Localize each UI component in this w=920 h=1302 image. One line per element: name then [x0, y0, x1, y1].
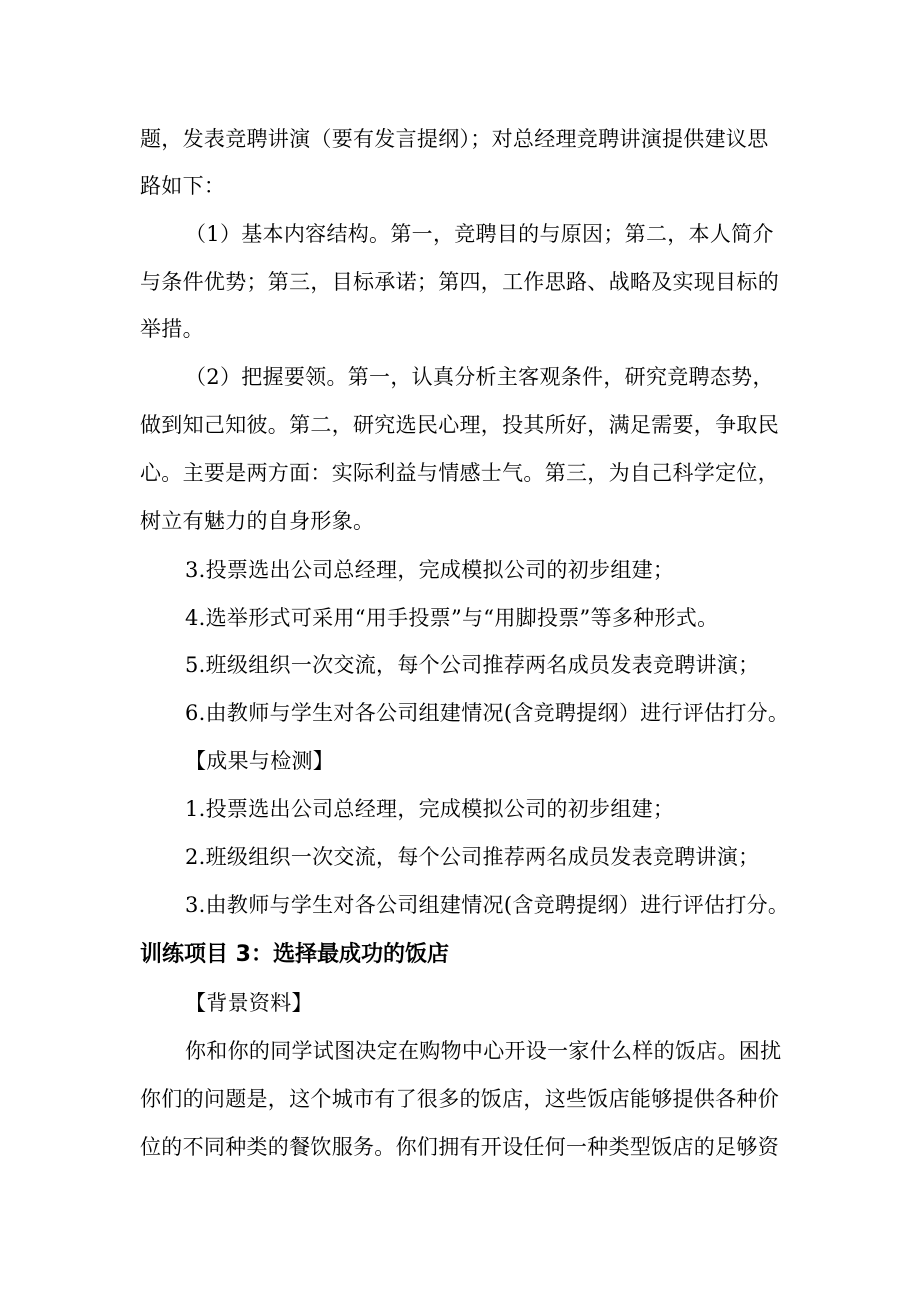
paragraph-line: （2）把握要领。第一，认真分析主客观条件，研究竞聘态势， [185, 365, 774, 389]
list-item: 6.由教师与学生对各公司组建情况(含竞聘提纲）进行评估打分。 [185, 701, 790, 725]
section-label: 【背景资料】 [185, 991, 313, 1015]
paragraph-line: 心。主要是两方面：实际利益与情感士气。第三，为自己科学定位， [140, 461, 779, 485]
list-item: 5.班级组织一次交流，每个公司推荐两名成员发表竞聘讲演； [185, 653, 760, 677]
paragraph-line: 位的不同种类的餐饮服务。你们拥有开设任何一种类型饭店的足够资 [140, 1135, 779, 1159]
paragraph-line: （1）基本内容结构。第一，竞聘目的与原因；第二，本人简介 [185, 222, 774, 246]
list-item: 3.投票选出公司总经理，完成模拟公司的初步组建； [185, 558, 675, 582]
paragraph-line: 做到知己知彼。第二，研究选民心理，投其所好，满足需要，争取民 [140, 413, 779, 437]
list-item: 3.由教师与学生对各公司组建情况(含竞聘提纲）进行评估打分。 [185, 893, 790, 917]
paragraph-line: 题，发表竞聘讲演（要有发言提纲）；对总经理竞聘讲演提供建议思 [140, 127, 769, 151]
paragraph-line: 举措。 [140, 317, 204, 341]
paragraph-line: 树立有魅力的自身形象。 [140, 509, 375, 533]
list-item: 1.投票选出公司总经理，完成模拟公司的初步组建； [185, 797, 675, 821]
paragraph-line: 路如下： [140, 174, 226, 198]
list-item: 2.班级组织一次交流，每个公司推荐两名成员发表竞聘讲演； [185, 845, 760, 869]
paragraph-line: 你和你的同学试图决定在购物中心开设一家什么样的饭店。困扰 [185, 1039, 782, 1063]
list-item: 4.选举形式可采用“用手投票”与“用脚投票”等多种形式。 [185, 606, 719, 630]
paragraph-line: 你们的问题是，这个城市有了很多的饭店，这些饭店能够提供各种价 [140, 1087, 779, 1111]
section-heading: 训练项目 3：选择最成功的饭店 [140, 942, 449, 967]
paragraph-line: 与条件优势；第三，目标承诺；第四，工作思路、战略及实现目标的 [140, 270, 779, 294]
section-label: 【成果与检测】 [185, 749, 335, 773]
